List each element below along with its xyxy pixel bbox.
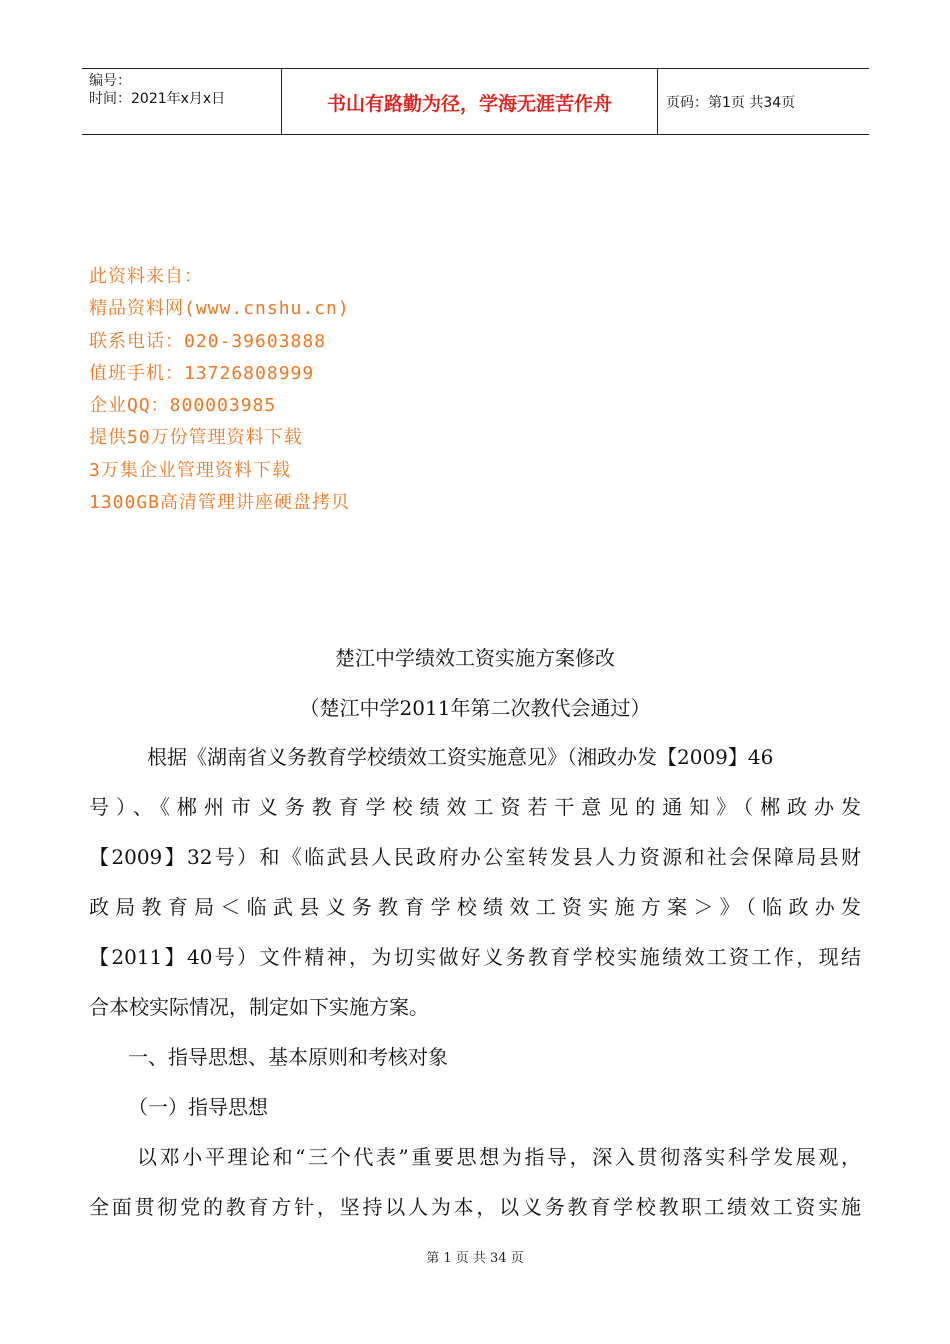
intro-line bbox=[147, 741, 861, 770]
source-info-block bbox=[89, 261, 350, 519]
source-line: 1300GB高清管理讲座硬盘拷贝 bbox=[89, 492, 351, 514]
intro-line: 【2011】40号）文件精神，为切实做好义务教育学校实施绩效工资工作，现结 bbox=[89, 945, 861, 969]
intro-line: 合本校实际情况，制定如下实施方案。 bbox=[89, 995, 429, 1019]
source-line: 精品资料网(www.cnshu.cn) bbox=[89, 298, 350, 320]
subsection-heading: （一）指导思想 bbox=[128, 1095, 268, 1119]
motto: 书山有路勤为径，学海无涯苦作舟 bbox=[282, 69, 658, 134]
header-table bbox=[82, 68, 869, 135]
intro-line: 号）、《郴州市义务教育学校绩效工资若干意见的通知》（郴政办发 bbox=[89, 795, 861, 819]
number-label: 编号： bbox=[89, 73, 131, 89]
source-line: 企业QQ：800003985 bbox=[89, 395, 277, 417]
source-line: 值班手机：13726808999 bbox=[89, 362, 315, 384]
header-left-cell bbox=[82, 69, 282, 134]
document-title: 楚江中学绩效工资实施方案修改 bbox=[335, 646, 615, 670]
time-label: 时间：2021年x月x日 bbox=[89, 91, 226, 107]
document-subtitle: （楚江中学2011年第二次教代会通过） bbox=[299, 696, 651, 720]
body-line: 全面贯彻党的教育方针，坚持以人为本，以义务教育学校教职工绩效工资实施 bbox=[89, 1195, 861, 1219]
body-line: 以邓小平理论和“三个代表”重要思想为指导，深入贯彻落实科学发展观， bbox=[137, 1145, 861, 1169]
page-info: 页码：第1页 共34页 bbox=[666, 94, 796, 111]
source-line: 3万集企业管理资料下载 bbox=[89, 459, 291, 481]
source-line: 提供50万份管理资料下载 bbox=[89, 427, 303, 449]
intro-text: 根据《湖南省义务教育学校绩效工资实施意见》（湘政办发【2009】46 bbox=[147, 745, 774, 769]
intro-line: 【2009】32号）和《临武县人民政府办公室转发县人力资源和社会保障局县财 bbox=[89, 845, 861, 869]
section-heading: 一、指导思想、基本原则和考核对象 bbox=[128, 1045, 448, 1069]
intro-line: 政局教育局＜临武县义务教育学校绩效工资实施方案＞》（临政办发 bbox=[89, 895, 861, 919]
source-line: 此资料来自： bbox=[89, 266, 203, 287]
page-footer: 第 1 页 共 34 页 bbox=[426, 1251, 524, 1266]
source-line: 联系电话：020-39603888 bbox=[89, 330, 327, 352]
